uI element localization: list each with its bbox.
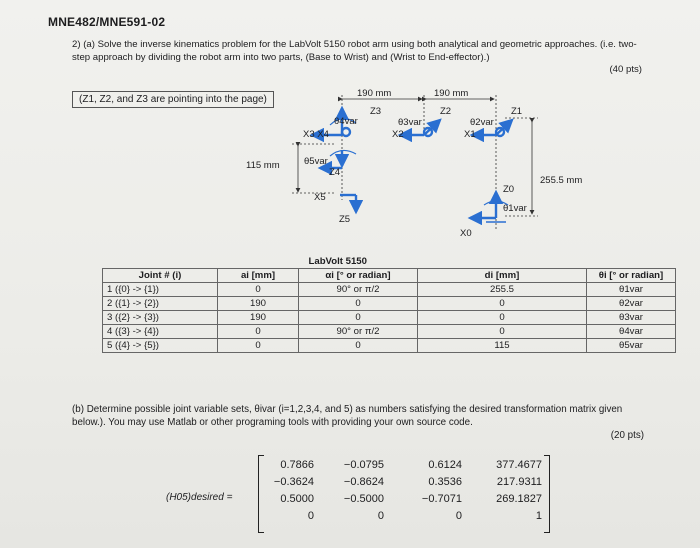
table-cell: θ1var [587, 283, 676, 297]
table-cell: 0 [418, 325, 587, 339]
dim-left-label: 115 mm [246, 160, 280, 171]
col-alpha: αi [° or radian] [299, 269, 418, 283]
col-theta: θi [° or radian] [587, 269, 676, 283]
axes-note: (Z1, Z2, and Z3 are pointing into the page) [72, 91, 274, 108]
table-cell: 4 ({3} -> {4}) [103, 325, 218, 339]
table-cell: θ4var [587, 325, 676, 339]
x0-label: X0 [460, 228, 472, 239]
table-cell: 90° or π/2 [299, 283, 418, 297]
matrix-cell: −0.7071 [421, 493, 462, 505]
theta4-label: θ4var [334, 116, 358, 127]
table-cell: 0 [299, 297, 418, 311]
question-a-points: (40 pts) [609, 64, 642, 75]
table-cell: 0 [218, 339, 299, 353]
z0-label: Z0 [503, 184, 515, 195]
matrix-cell: −0.0795 [343, 459, 384, 471]
frame-5 [340, 195, 356, 212]
table-cell: 0 [418, 311, 587, 325]
x3x4-label: X3 X4 [303, 129, 329, 140]
z2-label: Z2 [440, 106, 452, 117]
table-cell: 90° or π/2 [299, 325, 418, 339]
table-cell: 0 [299, 339, 418, 353]
table-title-row [103, 255, 676, 269]
table-cell: θ5var [587, 339, 676, 353]
desired-transformation-matrix [258, 455, 550, 533]
theta5-label: θ5var [304, 156, 328, 167]
table-cell: 3 ({2} -> {3}) [103, 311, 218, 325]
question-b [72, 403, 644, 441]
col-a: ai [mm] [218, 269, 299, 283]
table-cell: 190 [218, 297, 299, 311]
table-row [103, 297, 676, 311]
matrix-cell: 0 [307, 510, 314, 522]
dimension-right [505, 118, 538, 216]
z5-label: Z5 [339, 214, 351, 225]
matrix-cell: −0.8624 [343, 476, 384, 488]
z3-label: Z3 [370, 106, 382, 117]
table-row [103, 339, 676, 353]
col-joint: Joint # (i) [103, 269, 218, 283]
table-row [103, 311, 676, 325]
matrix-cell: 0.7866 [280, 459, 314, 471]
dim-right-label: 255.5 mm [540, 175, 583, 186]
question-b-text: (b) Determine possible joint variable sets, θivar (i=1,2,3,4, and 5) as numbers satisfying the desired transformation matrix given below.). You may use Matlab or other programing tools with providing your own source code. [72, 404, 623, 428]
matrix-cell: 377.4677 [496, 459, 542, 471]
table-cell: 0 [299, 311, 418, 325]
table-row [103, 283, 676, 297]
matrix-label: (H05)desired = [166, 492, 233, 503]
table-header-row [103, 269, 676, 283]
table-cell: 0 [218, 283, 299, 297]
x5-label: X5 [314, 192, 326, 203]
table-cell: 190 [218, 311, 299, 325]
course-code: MNE482/MNE591-02 [48, 15, 166, 29]
matrix-cell: 0.3536 [428, 476, 462, 488]
theta2-label: θ2var [470, 117, 494, 128]
matrix-cell: 1 [535, 510, 542, 522]
table-cell: 5 ({4} -> {5}) [103, 339, 218, 353]
matrix-cell: −0.3624 [273, 476, 314, 488]
x1-label: X1 [464, 129, 476, 140]
theta1-label: θ1var [503, 203, 527, 214]
theta3-label: θ3var [398, 117, 422, 128]
dimension-top [342, 95, 496, 230]
table-cell: 1 ({0} -> {1}) [103, 283, 218, 297]
matrix-cell: 0 [377, 510, 384, 522]
question-b-points: (20 pts) [610, 430, 644, 441]
col-d: di [mm] [418, 269, 587, 283]
table-cell: 0 [218, 325, 299, 339]
table-title: LabVolt 5150 [308, 256, 367, 267]
table-row [103, 325, 676, 339]
dh-parameter-table [102, 255, 676, 353]
matrix-cell: 0 [455, 510, 462, 522]
x2-label: X2 [392, 129, 404, 140]
matrix-bracket-right [544, 455, 550, 533]
z1-label: Z1 [511, 106, 523, 117]
question-a-text: 2) (a) Solve the inverse kinematics problem for the LabVolt 5150 robot arm using both analytical and geometric approaches. (i.e. two-step approach by dividing the robot arm into two parts, (Base to Wrist) and (Wrist to End-effector).) [72, 39, 637, 63]
table-cell: 255.5 [418, 283, 587, 297]
table-cell: 115 [418, 339, 587, 353]
dim-top-left-label: 190 mm [357, 88, 392, 99]
table-cell: 2 ({1} -> {2}) [103, 297, 218, 311]
matrix-cell: 217.9311 [496, 476, 542, 488]
matrix-cell: 269.1827 [496, 493, 542, 505]
matrix-cell: 0.6124 [428, 459, 462, 471]
table-cell: θ2var [587, 297, 676, 311]
dim-top-right-label: 190 mm [434, 88, 469, 99]
table-cell: θ3var [587, 311, 676, 325]
table-cell: 0 [418, 297, 587, 311]
matrix-cell: 0.5000 [280, 493, 314, 505]
z4-label: Z4 [329, 167, 341, 178]
matrix-cell: −0.5000 [343, 493, 384, 505]
